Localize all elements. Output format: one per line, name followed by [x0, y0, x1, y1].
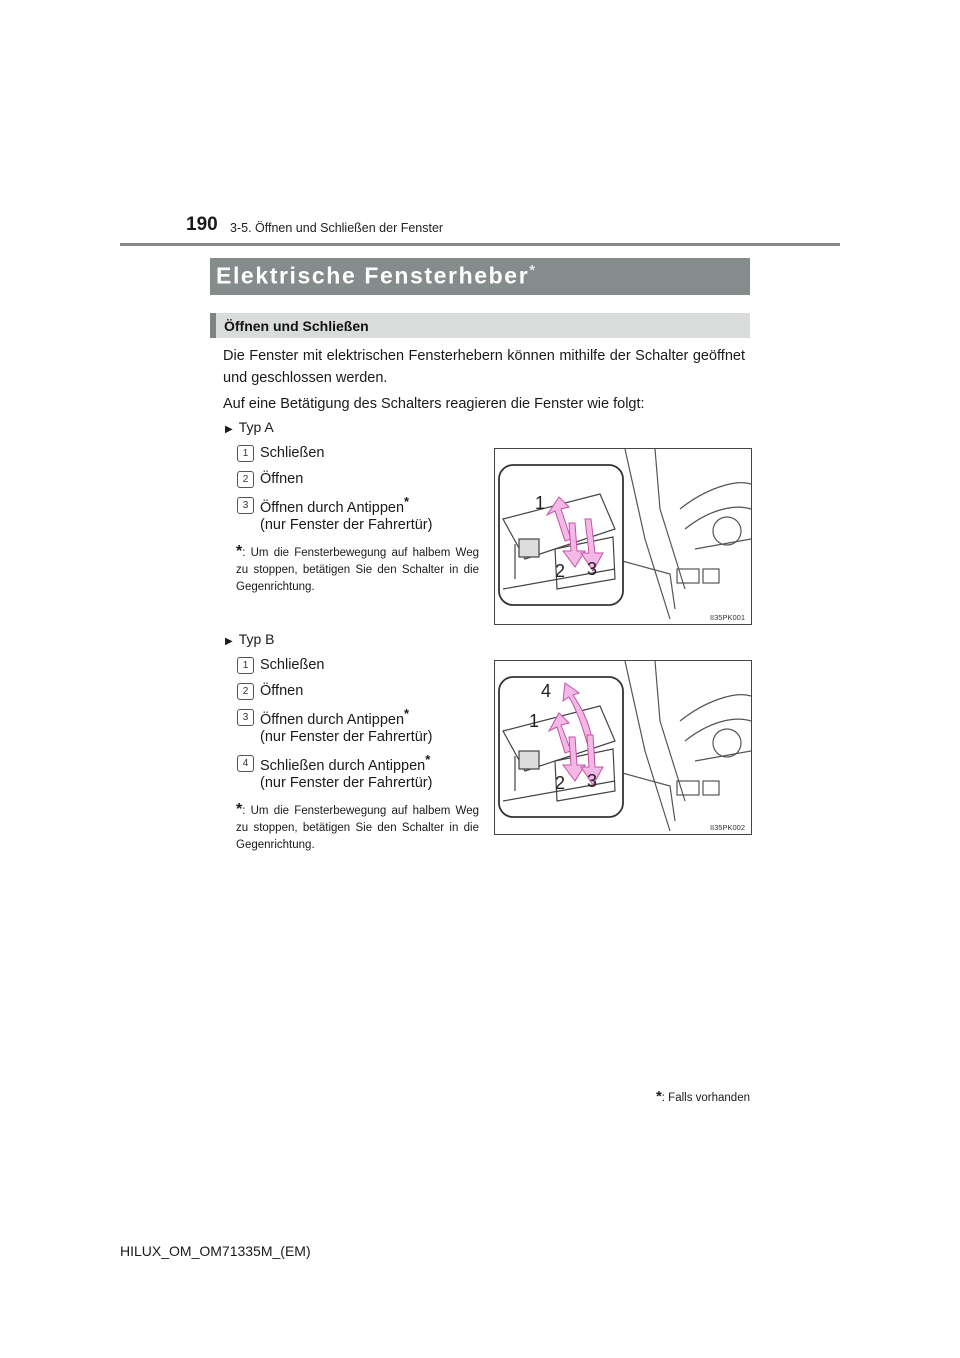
- page-title: [216, 262, 537, 290]
- number-badge: 1: [237, 445, 254, 462]
- number-badge: 4: [237, 755, 254, 772]
- callout-4: 4: [541, 681, 552, 701]
- footnote: [596, 1088, 750, 1105]
- callout-2: 2: [555, 561, 566, 581]
- item-text: Schließen: [260, 445, 325, 461]
- callout-1: 1: [535, 493, 546, 513]
- page-title-text: Elektrische Fensterheber: [216, 262, 530, 289]
- triangle-bullet-icon: ▶: [225, 636, 233, 647]
- callout-1: 1: [529, 711, 540, 731]
- footnote-text: : Falls vorhanden: [661, 1092, 750, 1104]
- page-number: 190: [186, 214, 218, 235]
- item-text: Öffnen: [260, 683, 304, 699]
- header-rule: [120, 243, 840, 246]
- list-item: [260, 706, 409, 728]
- list-item: [260, 445, 324, 461]
- figure-id: II35PK002: [709, 823, 745, 832]
- switch-illustration-a: [495, 449, 751, 624]
- item-text: Öffnen durch Antippen: [260, 711, 405, 728]
- type-b-label-text: Typ B: [238, 631, 275, 647]
- item-text: Öffnen: [260, 471, 304, 487]
- title-asterisk: *: [529, 262, 537, 279]
- intro-paragraph: Die Fenster mit elektrischen Fensterhebern können mithilfe der Schalter geöffnet und geschlossen werden.: [223, 348, 745, 386]
- list-item: [260, 752, 430, 774]
- switch-illustration-b: [495, 661, 751, 834]
- stop-note: [236, 801, 479, 854]
- reaction-paragraph: Auf eine Betätigung des Schalters reagieren die Fenster wie folgt:: [223, 396, 645, 412]
- note-text: : Um die Fensterbewegung auf halbem Weg zu stoppen, betätigen Sie den Schalter in die Gegenrichtung.: [236, 805, 479, 851]
- item-text: Öffnen durch Antippen: [260, 499, 405, 516]
- figure-id: II35PK001: [709, 613, 745, 622]
- type-b-label: [225, 631, 275, 647]
- item-asterisk: *: [404, 494, 410, 509]
- footer-code: HILUX_OM_OM71335M_(EM): [120, 1243, 311, 1259]
- list-item: [260, 471, 303, 487]
- number-badge: 3: [237, 497, 254, 514]
- callout-3: 3: [587, 559, 598, 579]
- section-title: 3-5. Öffnen und Schließen der Fenster: [230, 221, 444, 235]
- note-asterisk: *: [236, 543, 243, 560]
- switch-figure-type-b: [494, 660, 752, 835]
- type-a-label-text: Typ A: [238, 419, 274, 435]
- callout-3: 3: [587, 771, 598, 791]
- item-asterisk: *: [404, 706, 410, 721]
- list-item: [260, 494, 409, 516]
- number-badge: 1: [237, 657, 254, 674]
- callout-2: 2: [555, 773, 566, 793]
- switch-figure-type-a: [494, 448, 752, 625]
- item-text: Schließen durch Antippen: [260, 757, 426, 774]
- footnote-asterisk: *: [655, 1088, 662, 1105]
- number-badge: 2: [237, 471, 254, 488]
- list-item: [260, 683, 303, 699]
- item-detail: (nur Fenster der Fahrertür): [260, 517, 433, 533]
- triangle-bullet-icon: ▶: [225, 424, 233, 435]
- stop-note: [236, 543, 479, 596]
- subsection-title: Öffnen und Schließen: [224, 318, 369, 334]
- type-a-label: [225, 419, 274, 435]
- item-text: Schließen: [260, 657, 325, 673]
- item-detail: (nur Fenster der Fahrertür): [260, 729, 433, 745]
- note-text: : Um die Fensterbewegung auf halbem Weg zu stoppen, betätigen Sie den Schalter in die Gegenrichtung.: [236, 547, 479, 593]
- item-asterisk: *: [425, 752, 431, 767]
- list-item: [260, 657, 324, 673]
- item-detail: (nur Fenster der Fahrertür): [260, 775, 433, 791]
- number-badge: 3: [237, 709, 254, 726]
- note-asterisk: *: [236, 801, 243, 818]
- number-badge: 2: [237, 683, 254, 700]
